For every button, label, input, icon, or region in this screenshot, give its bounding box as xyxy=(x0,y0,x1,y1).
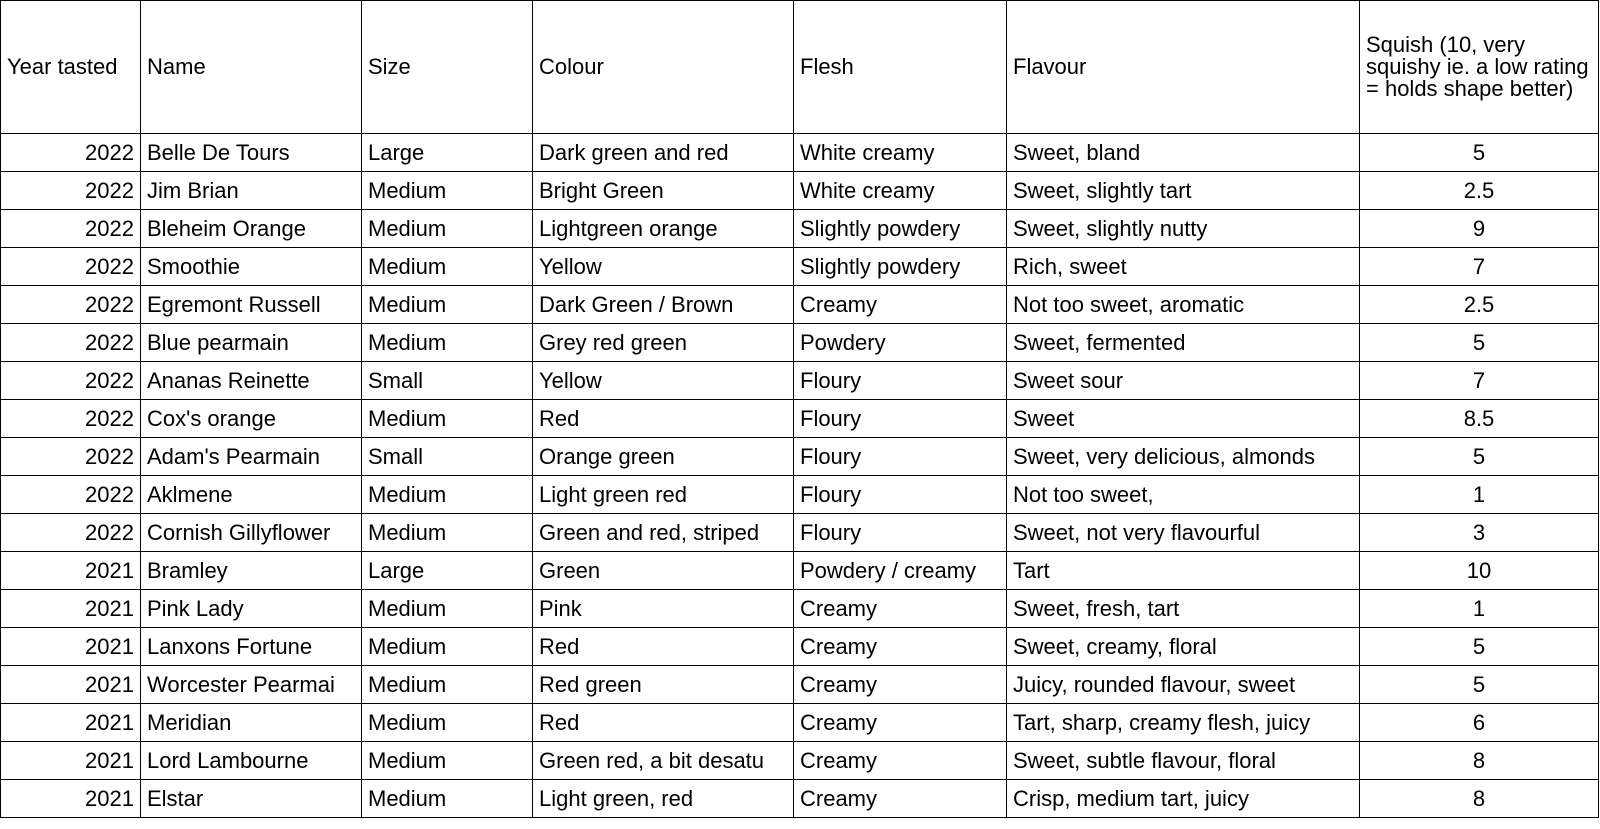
cell-name[interactable]: Meridian xyxy=(141,704,362,742)
cell-colour[interactable]: Lightgreen orange xyxy=(533,210,794,248)
cell-size[interactable]: Small xyxy=(362,362,533,400)
cell-flesh[interactable]: White creamy xyxy=(794,134,1007,172)
cell-flesh[interactable]: Floury xyxy=(794,438,1007,476)
cell-flavour[interactable]: Crisp, medium tart, juicy xyxy=(1007,780,1360,818)
cell-flesh[interactable]: Creamy xyxy=(794,780,1007,818)
cell-colour[interactable]: Light green, red xyxy=(533,780,794,818)
cell-flavour[interactable]: Sweet, not very flavourful xyxy=(1007,514,1360,552)
cell-year-tasted[interactable]: 2022 xyxy=(1,286,141,324)
cell-squish[interactable]: 5 xyxy=(1360,438,1599,476)
cell-name[interactable]: Lord Lambourne xyxy=(141,742,362,780)
cell-size[interactable]: Small xyxy=(362,438,533,476)
table-row xyxy=(1,780,1599,818)
table-row xyxy=(1,400,1599,438)
cell-flavour[interactable]: Sweet, subtle flavour, floral xyxy=(1007,742,1360,780)
table-row xyxy=(1,286,1599,324)
cell-name[interactable]: Bleheim Orange xyxy=(141,210,362,248)
cell-colour[interactable]: Pink xyxy=(533,590,794,628)
table-row xyxy=(1,552,1599,590)
cell-flavour[interactable]: Juicy, rounded flavour, sweet xyxy=(1007,666,1360,704)
table-row xyxy=(1,742,1599,780)
header-year-tasted[interactable]: Year tasted xyxy=(1,1,141,134)
cell-flavour[interactable]: Not too sweet, xyxy=(1007,476,1360,514)
cell-size[interactable]: Large xyxy=(362,552,533,590)
cell-squish[interactable]: 6 xyxy=(1360,704,1599,742)
cell-squish[interactable]: 5 xyxy=(1360,666,1599,704)
cell-colour[interactable]: Dark Green / Brown xyxy=(533,286,794,324)
cell-squish[interactable]: 1 xyxy=(1360,476,1599,514)
cell-year-tasted[interactable]: 2021 xyxy=(1,666,141,704)
cell-flesh[interactable]: Slightly powdery xyxy=(794,210,1007,248)
cell-flesh[interactable]: Powdery xyxy=(794,324,1007,362)
cell-squish[interactable]: 8.5 xyxy=(1360,400,1599,438)
cell-flesh[interactable]: Creamy xyxy=(794,742,1007,780)
cell-colour[interactable]: Green and red, striped xyxy=(533,514,794,552)
cell-name[interactable]: Egremont Russell xyxy=(141,286,362,324)
cell-flavour[interactable]: Sweet, creamy, floral xyxy=(1007,628,1360,666)
cell-name[interactable]: Blue pearmain xyxy=(141,324,362,362)
cell-size[interactable]: Medium xyxy=(362,248,533,286)
cell-size[interactable]: Medium xyxy=(362,628,533,666)
cell-flavour[interactable]: Tart, sharp, creamy flesh, juicy xyxy=(1007,704,1360,742)
cell-squish[interactable]: 8 xyxy=(1360,742,1599,780)
cell-flesh[interactable]: Floury xyxy=(794,400,1007,438)
cell-name[interactable]: Elstar xyxy=(141,780,362,818)
cell-colour[interactable]: Yellow xyxy=(533,248,794,286)
cell-year-tasted[interactable]: 2022 xyxy=(1,172,141,210)
cell-colour[interactable]: Red green xyxy=(533,666,794,704)
table-row xyxy=(1,210,1599,248)
table-row xyxy=(1,590,1599,628)
cell-name[interactable]: Jim Brian xyxy=(141,172,362,210)
cell-name[interactable]: Lanxons Fortune xyxy=(141,628,362,666)
cell-name[interactable]: Cox's orange xyxy=(141,400,362,438)
cell-squish[interactable]: 1 xyxy=(1360,590,1599,628)
cell-year-tasted[interactable]: 2021 xyxy=(1,780,141,818)
header-squish[interactable]: Squish (10, very squishy ie. a low rating = holds shape better) xyxy=(1360,1,1599,134)
header-row xyxy=(1,1,1599,134)
cell-colour[interactable]: Red xyxy=(533,628,794,666)
cell-year-tasted[interactable]: 2022 xyxy=(1,362,141,400)
cell-name[interactable]: Pink Lady xyxy=(141,590,362,628)
cell-squish[interactable]: 5 xyxy=(1360,134,1599,172)
header-size[interactable]: Size xyxy=(362,1,533,134)
cell-year-tasted[interactable]: 2021 xyxy=(1,742,141,780)
cell-name[interactable]: Ananas Reinette xyxy=(141,362,362,400)
cell-size[interactable]: Medium xyxy=(362,514,533,552)
cell-squish[interactable]: 3 xyxy=(1360,514,1599,552)
cell-size[interactable]: Medium xyxy=(362,590,533,628)
cell-name[interactable]: Aklmene xyxy=(141,476,362,514)
cell-name[interactable]: Cornish Gillyflower xyxy=(141,514,362,552)
cell-flesh[interactable]: Floury xyxy=(794,362,1007,400)
table-row xyxy=(1,248,1599,286)
cell-size[interactable]: Medium xyxy=(362,742,533,780)
cell-colour[interactable]: Green red, a bit desatu xyxy=(533,742,794,780)
table-row xyxy=(1,172,1599,210)
cell-flavour[interactable]: Sweet xyxy=(1007,400,1360,438)
cell-year-tasted[interactable]: 2022 xyxy=(1,400,141,438)
cell-year-tasted[interactable]: 2021 xyxy=(1,590,141,628)
table-row xyxy=(1,514,1599,552)
cell-size[interactable]: Medium xyxy=(362,476,533,514)
cell-year-tasted[interactable]: 2022 xyxy=(1,514,141,552)
cell-flavour[interactable]: Rich, sweet xyxy=(1007,248,1360,286)
cell-flesh[interactable]: White creamy xyxy=(794,172,1007,210)
cell-colour[interactable]: Orange green xyxy=(533,438,794,476)
cell-year-tasted[interactable]: 2022 xyxy=(1,210,141,248)
cell-flesh[interactable]: Floury xyxy=(794,476,1007,514)
cell-year-tasted[interactable]: 2022 xyxy=(1,324,141,362)
cell-year-tasted[interactable]: 2022 xyxy=(1,438,141,476)
cell-flavour[interactable]: Sweet, slightly tart xyxy=(1007,172,1360,210)
cell-year-tasted[interactable]: 2022 xyxy=(1,248,141,286)
cell-flesh[interactable]: Creamy xyxy=(794,666,1007,704)
cell-size[interactable]: Medium xyxy=(362,324,533,362)
cell-year-tasted[interactable]: 2021 xyxy=(1,552,141,590)
cell-squish[interactable]: 2.5 xyxy=(1360,172,1599,210)
table-row xyxy=(1,362,1599,400)
header-flesh[interactable]: Flesh xyxy=(794,1,1007,134)
header-flavour[interactable]: Flavour xyxy=(1007,1,1360,134)
table-row xyxy=(1,324,1599,362)
cell-flavour[interactable]: Sweet, slightly nutty xyxy=(1007,210,1360,248)
cell-name[interactable]: Smoothie xyxy=(141,248,362,286)
cell-size[interactable]: Medium xyxy=(362,704,533,742)
cell-flesh[interactable]: Creamy xyxy=(794,590,1007,628)
cell-squish[interactable]: 8 xyxy=(1360,780,1599,818)
cell-colour[interactable]: Green xyxy=(533,552,794,590)
cell-squish[interactable]: 7 xyxy=(1360,248,1599,286)
cell-colour[interactable]: Red xyxy=(533,704,794,742)
cell-name[interactable]: Belle De Tours xyxy=(141,134,362,172)
cell-flesh[interactable]: Creamy xyxy=(794,704,1007,742)
cell-squish[interactable]: 2.5 xyxy=(1360,286,1599,324)
cell-size[interactable]: Medium xyxy=(362,666,533,704)
table-row xyxy=(1,666,1599,704)
table-row xyxy=(1,134,1599,172)
table-row xyxy=(1,476,1599,514)
header-name[interactable]: Name xyxy=(141,1,362,134)
cell-flavour[interactable]: Sweet, bland xyxy=(1007,134,1360,172)
cell-squish[interactable]: 7 xyxy=(1360,362,1599,400)
table-row xyxy=(1,628,1599,666)
cell-flesh[interactable]: Creamy xyxy=(794,286,1007,324)
cell-squish[interactable]: 9 xyxy=(1360,210,1599,248)
cell-name[interactable]: Bramley xyxy=(141,552,362,590)
table-row xyxy=(1,438,1599,476)
cell-colour[interactable]: Yellow xyxy=(533,362,794,400)
cell-year-tasted[interactable]: 2021 xyxy=(1,704,141,742)
cell-squish[interactable]: 5 xyxy=(1360,324,1599,362)
cell-colour[interactable]: Dark green and red xyxy=(533,134,794,172)
cell-year-tasted[interactable]: 2022 xyxy=(1,134,141,172)
cell-year-tasted[interactable]: 2022 xyxy=(1,476,141,514)
cell-flavour[interactable]: Sweet, fermented xyxy=(1007,324,1360,362)
cell-year-tasted[interactable]: 2021 xyxy=(1,628,141,666)
cell-flesh[interactable]: Slightly powdery xyxy=(794,248,1007,286)
cell-size[interactable]: Medium xyxy=(362,210,533,248)
cell-flavour[interactable]: Sweet, fresh, tart xyxy=(1007,590,1360,628)
cell-colour[interactable]: Grey red green xyxy=(533,324,794,362)
cell-flesh[interactable]: Powdery / creamy xyxy=(794,552,1007,590)
cell-size[interactable]: Large xyxy=(362,134,533,172)
cell-size[interactable]: Medium xyxy=(362,172,533,210)
cell-colour[interactable]: Red xyxy=(533,400,794,438)
cell-flesh[interactable]: Floury xyxy=(794,514,1007,552)
cell-squish[interactable]: 10 xyxy=(1360,552,1599,590)
cell-size[interactable]: Medium xyxy=(362,780,533,818)
cell-flavour[interactable]: Not too sweet, aromatic xyxy=(1007,286,1360,324)
cell-flavour[interactable]: Sweet, very delicious, almonds xyxy=(1007,438,1360,476)
cell-squish[interactable]: 5 xyxy=(1360,628,1599,666)
cell-flavour[interactable]: Tart xyxy=(1007,552,1360,590)
cell-colour[interactable]: Light green red xyxy=(533,476,794,514)
cell-flavour[interactable]: Sweet sour xyxy=(1007,362,1360,400)
cell-name[interactable]: Adam's Pearmain xyxy=(141,438,362,476)
cell-size[interactable]: Medium xyxy=(362,286,533,324)
cell-name[interactable]: Worcester Pearmai xyxy=(141,666,362,704)
table-row xyxy=(1,704,1599,742)
cell-size[interactable]: Medium xyxy=(362,400,533,438)
cell-colour[interactable]: Bright Green xyxy=(533,172,794,210)
header-colour[interactable]: Colour xyxy=(533,1,794,134)
cell-flesh[interactable]: Creamy xyxy=(794,628,1007,666)
